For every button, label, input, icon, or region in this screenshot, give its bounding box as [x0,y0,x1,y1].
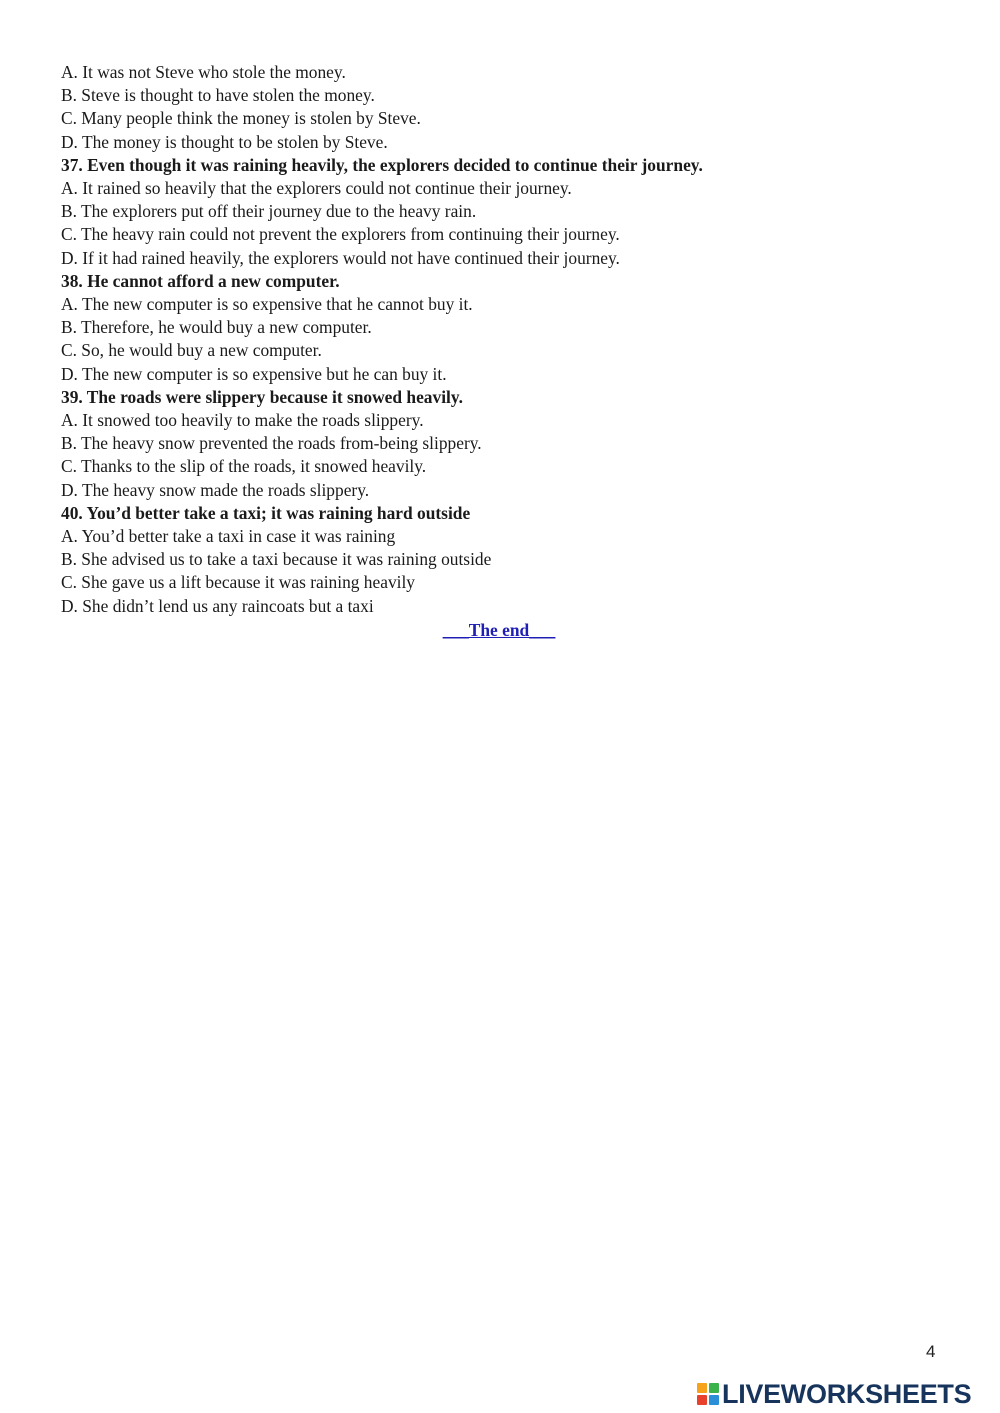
question-list [61,61,961,618]
answer-option: C. The heavy rain could not prevent the explorers from continuing their journey. [61,224,620,245]
answer-option: B. Steve is thought to have stolen the money. [61,85,375,106]
logo-text: LIVEWORKSHEETS [722,1378,972,1409]
question-stem: 40. You’d better take a taxi; it was raining hard outside [61,502,471,523]
logo-square [709,1383,719,1393]
logo-square [697,1383,707,1393]
answer-option: C. Many people think the money is stolen by Steve. [61,108,421,129]
answer-option: C. So, he would buy a new computer. [61,340,322,361]
logo-square [709,1395,719,1405]
page-number: 4 [926,1342,936,1361]
answer-option: B. She advised us to take a taxi because it was raining outside [61,549,492,570]
the-end-label: ___The end___ [442,619,556,640]
answer-option: D. The money is thought to be stolen by Steve. [61,131,388,152]
question-stem: 39. The roads were slippery because it snowed heavily. [61,386,463,407]
answer-option: C. Thanks to the slip of the roads, it snowed heavily. [61,456,427,477]
answer-option: B. Therefore, he would buy a new computer. [61,317,372,338]
answer-option: A. It rained so heavily that the explorers could not continue their journey. [61,178,572,199]
answer-option: B. The heavy snow prevented the roads from-being slippery. [61,433,482,454]
answer-option: D. The heavy snow made the roads slippery. [61,479,370,500]
answer-option: B. The explorers put off their journey due to the heavy rain. [61,201,477,222]
liveworksheets-logo [697,1378,971,1410]
answer-option: A. The new computer is so expensive that he cannot buy it. [61,294,473,315]
answer-option: A. It snowed too heavily to make the roads slippery. [61,410,424,431]
logo-square [697,1395,707,1405]
answer-option: A. You’d better take a taxi in case it was raining [61,526,396,547]
answer-option: C. She gave us a lift because it was raining heavily [61,572,415,593]
answer-option: D. The new computer is so expensive but he can buy it. [61,363,447,384]
liveworksheets-logo-icon [697,1383,719,1405]
answer-option: A. It was not Steve who stole the money. [61,62,346,82]
answer-option: D. She didn’t lend us any raincoats but a taxi [61,595,374,616]
worksheet-content [61,61,961,642]
answer-option: D. If it had rained heavily, the explorers would not have continued their journey. [61,247,620,268]
question-stem: 38. He cannot afford a new computer. [61,270,340,291]
question-stem: 37. Even though it was raining heavily, the explorers decided to continue their journey. [61,154,703,175]
